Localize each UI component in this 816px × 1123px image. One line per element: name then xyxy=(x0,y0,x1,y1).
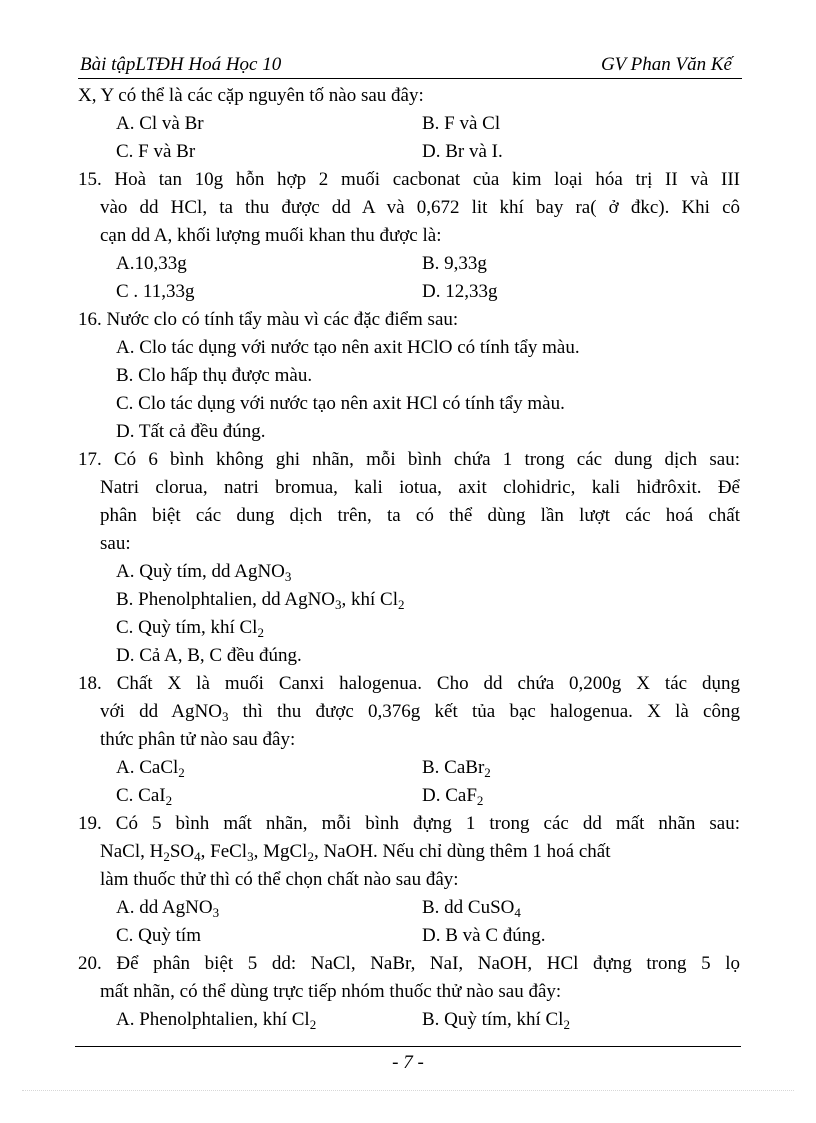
subscript: 2 xyxy=(484,765,491,780)
q19-line-2-text: NaCl, H xyxy=(100,841,164,862)
q18-option-b xyxy=(422,754,491,782)
subscript: 2 xyxy=(307,849,314,864)
q18-line-2 xyxy=(78,698,740,726)
q20-option-a-text: A. Phenolphtalien, khí Cl xyxy=(116,1009,310,1030)
page-header xyxy=(78,52,742,79)
q16-option-d: D. Tất cả đều đúng. xyxy=(116,421,266,442)
subscript: 3 xyxy=(212,905,220,920)
q19-option-c: C. Quỳ tím xyxy=(116,925,201,946)
q17-option-b xyxy=(78,586,740,614)
q18-option-b-text: B. CaBr xyxy=(422,757,485,778)
q14-option-b: B. F và Cl xyxy=(422,113,501,134)
q17-line-2: Natri clorua, natri bromua, kali iotua, axit clohidric, kali hiđrôxit. Để xyxy=(100,477,740,498)
subscript: 3 xyxy=(221,709,229,724)
q15-line-2: vào dd HCl, ta thu được dd A và 0,672 lit khí bay ra( ở đkc). Khi cô xyxy=(100,197,740,218)
q18-line-1: 18. Chất X là muối Canxi halogenua. Cho dd chứa 0,200g X tác dụng xyxy=(78,673,740,694)
q19-line-1: 19. Có 5 bình mất nhãn, mỗi bình đựng 1 trong các dd mất nhãn sau: xyxy=(78,813,740,834)
q14-options-cd xyxy=(78,138,740,166)
subscript: 3 xyxy=(247,849,254,864)
q19-option-b-text: B. dd CuSO xyxy=(422,897,515,918)
q18-line-2-text-2: thì thu được 0,376g kết tủa bạc halogenua. X là công xyxy=(228,701,740,722)
q20-line-1: 20. Để phân biệt 5 dd: NaCl, NaBr, NaI, NaOH, HCl đựng trong 5 lọ xyxy=(78,953,740,974)
q16-option-a: A. Clo tác dụng với nước tạo nên axit HClO có tính tẩy màu. xyxy=(116,337,580,358)
q17-option-c-text: C. Quỳ tím, khí Cl xyxy=(116,617,258,638)
header-right: GV Phan Văn Kế xyxy=(600,54,732,75)
subscript: 2 xyxy=(165,793,173,808)
q15-option-a: A.10,33g xyxy=(116,253,187,274)
q19-options-ab xyxy=(78,894,740,922)
q15-options-ab xyxy=(78,250,740,278)
footer-divider xyxy=(75,1046,741,1047)
q18-options-cd xyxy=(78,782,740,810)
q20-line-2: mất nhãn, có thể dùng trực tiếp nhóm thuốc thử nào sau đây: xyxy=(100,981,562,1002)
q15-options-cd xyxy=(78,278,740,306)
q16-option-c: C. Clo tác dụng với nước tạo nên axit HCl có tính tẩy màu. xyxy=(116,393,565,414)
q14-intro: X, Y có thể là các cặp nguyên tố nào sau đây: xyxy=(78,85,424,106)
q19-option-a xyxy=(116,894,422,922)
q15-option-c: C . 11,33g xyxy=(116,281,195,302)
q18-line-3: thức phân tử nào sau đây: xyxy=(100,729,296,750)
subscript: 2 xyxy=(178,765,185,780)
page-bottom-dotted-line xyxy=(22,1090,794,1091)
q16-line-1: 16. Nước clo có tính tẩy màu vì các đặc điểm sau: xyxy=(78,309,459,330)
subscript: 2 xyxy=(563,1017,570,1032)
subscript: 2 xyxy=(476,793,484,808)
subscript: 2 xyxy=(163,849,170,864)
q20-options-ab xyxy=(78,1006,740,1034)
q19-line-3: làm thuốc thử thì có thể chọn chất nào sau đây: xyxy=(100,869,459,890)
q15-line-3: cạn dd A, khối lượng muối khan thu được là: xyxy=(100,225,442,246)
q17-option-a-text: A. Quỳ tím, dd AgNO xyxy=(116,561,285,582)
subscript: 2 xyxy=(309,1017,317,1032)
document-body xyxy=(78,82,740,1034)
q20-option-b xyxy=(422,1006,570,1034)
q18-option-c-text: C. CaI xyxy=(116,785,166,806)
q20-option-a xyxy=(116,1006,422,1034)
q18-option-c xyxy=(116,782,422,810)
q19-line-2-text: SO xyxy=(169,841,195,862)
q19-option-b xyxy=(422,894,521,922)
q19-option-a-text: A. dd AgNO xyxy=(116,897,213,918)
subscript: 4 xyxy=(194,849,201,864)
page-number: - 7 - xyxy=(392,1052,424,1073)
subscript: 3 xyxy=(335,597,342,612)
q19-line-2-text: , FeCl xyxy=(200,841,248,862)
q17-option-a xyxy=(78,558,740,586)
q19-option-d: D. B và C đúng. xyxy=(422,925,546,946)
subscript: 2 xyxy=(398,597,405,612)
q15-option-d: D. 12,33g xyxy=(422,281,498,302)
q14-option-d: D. Br và I. xyxy=(422,141,503,162)
q17-line-1: 17. Có 6 bình không ghi nhãn, mỗi bình chứa 1 trong các dung dịch sau: xyxy=(78,449,740,470)
q18-option-a xyxy=(116,754,422,782)
q18-option-d xyxy=(422,782,483,810)
q15-option-b: B. 9,33g xyxy=(422,253,487,274)
q18-option-d-text: D. CaF xyxy=(422,785,477,806)
q15-line-1: 15. Hoà tan 10g hỗn hợp 2 muối cacbonat của kim loại hóa trị II và III xyxy=(78,169,740,190)
q17-line-4: sau: xyxy=(100,533,131,554)
q17-option-d: D. Cả A, B, C đều đúng. xyxy=(116,645,302,666)
subscript: 2 xyxy=(257,625,264,640)
q18-option-a-text: A. CaCl xyxy=(116,757,179,778)
subscript: 4 xyxy=(514,905,521,920)
q16-option-b: B. Clo hấp thụ được màu. xyxy=(116,365,313,386)
q19-options-cd xyxy=(78,922,740,950)
q17-option-b-text: B. Phenolphtalien, dd AgNO xyxy=(116,589,336,610)
q17-option-c xyxy=(78,614,740,642)
q19-line-2-text: , MgCl xyxy=(253,841,308,862)
q17-option-b-text-2: , khí Cl xyxy=(341,589,399,610)
q20-option-b-text: B. Quỳ tím, khí Cl xyxy=(422,1009,564,1030)
header-left: Bài tậpLTĐH Hoá Học 10 xyxy=(80,54,282,75)
q14-option-a: A. Cl và Br xyxy=(116,113,204,134)
q18-options-ab xyxy=(78,754,740,782)
q14-options-ab xyxy=(78,110,740,138)
q19-line-2-text: , NaOH. Nếu chỉ dùng thêm 1 hoá chất xyxy=(313,841,611,862)
q17-line-3: phân biệt các dung dịch trên, ta có thể dùng lần lượt các hoá chất xyxy=(100,505,740,526)
subscript: 3 xyxy=(284,569,292,584)
q14-option-c: C. F và Br xyxy=(116,141,196,162)
q19-line-2 xyxy=(78,838,740,866)
q18-line-2-text: với dd AgNO xyxy=(100,701,222,722)
